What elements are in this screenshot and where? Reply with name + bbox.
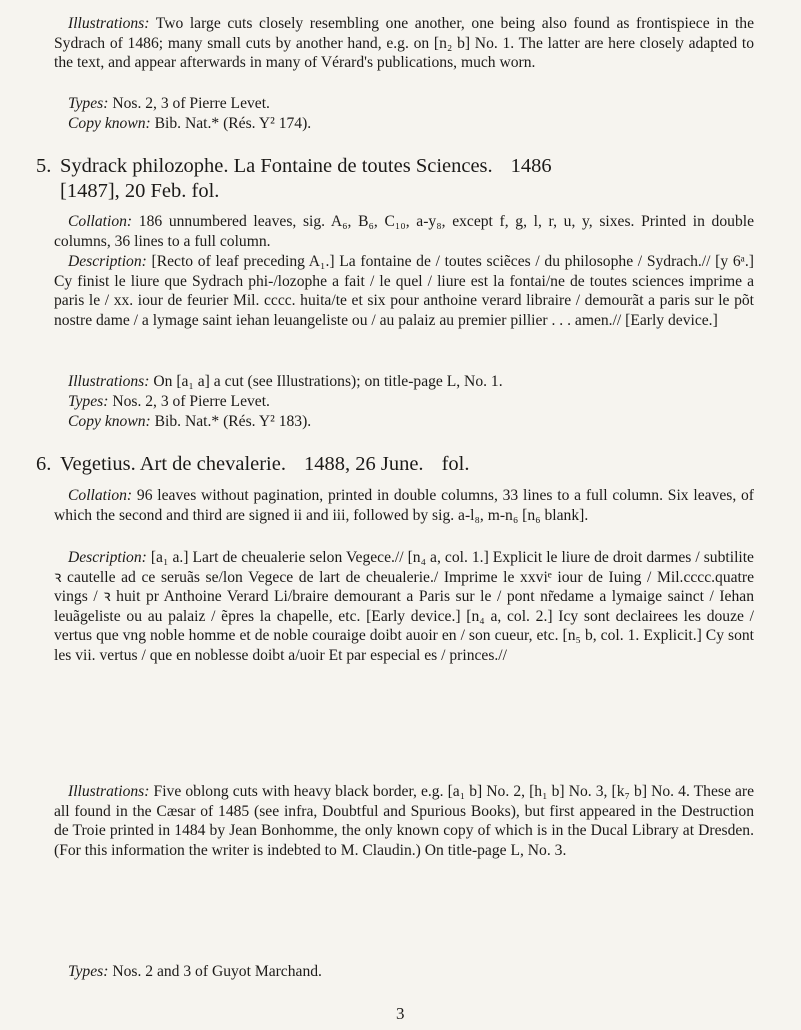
collation-text: 96 leaves without pagination, printed in double columns, 33 lines to a full column. Six leaves, of which the second and third are signed ii and iii, followed by sig. a-l₈, m-n₆ [n₆ blank].	[54, 487, 754, 524]
entry-illustrations	[54, 782, 754, 860]
types-label: Types:	[68, 95, 109, 112]
description-label: Description:	[68, 253, 147, 270]
collation-text: 186 unnumbered leaves, sig. A₆, B₆, C₁₀, a-y₈, except f, g, l, r, u, y, sixes. Printed in double columns, 36 lines to a full column.	[54, 213, 754, 250]
copy-label: Copy known:	[68, 115, 151, 132]
page-number: 3	[396, 1004, 405, 1023]
entry-types	[54, 962, 754, 982]
entry-year: 1488, 26 June.	[303, 453, 424, 475]
entry-description	[54, 548, 754, 666]
entry-title: Vegetius. Art de chevalerie.	[60, 453, 286, 475]
types-text: Nos. 2 and 3 of Guyot Marchand.	[112, 963, 322, 980]
entry-heading	[36, 452, 756, 477]
intro-copy	[54, 114, 754, 134]
intro-types	[54, 94, 754, 114]
entry-heading	[36, 154, 756, 204]
types-label: Types:	[68, 393, 109, 410]
illustrations-label: Illustrations:	[68, 15, 150, 32]
description-text: [a₁ a.] Lart de cheualerie selon Vegece.// [n₄ a, col. 1.] Explicit le liure de droit darmes / subtilite ꝛ cautelle ad ce seruãs se/lon Vegece de lart de cheualerie./ Imprime le xxviᵉ iour de Iuing / Mil.cccc.quatre vings / ꝛ huit pr Anthoine Verard Li/braire demourant a Paris sur le / pont nr̃edame a lymaige sainct / Iehan leuãgeliste ou au palaiz / ẽpres la chapelle, etc. [Early device.] [n₄ a, col. 2.] Icy sont declairees les douze / vertus que vng noble homme et de noble couraige doibt auoir en / son cueur, etc. [n₅ b, col. 1. Explicit.] Cy sont les vii. vertus / que en noblesse doibt a/uoir Et par especial es / princes.//	[54, 549, 754, 664]
entry-collation	[54, 486, 754, 525]
entry-illustrations	[54, 372, 754, 392]
entry-collation	[54, 212, 754, 251]
description-label: Description:	[68, 549, 147, 566]
description-text: [Recto of leaf preceding A₁.] La fontaine de / toutes sciẽces / du philosophe / Sydrach.// [y 6ᵃ.] Cy finist le liure que Sydrach phi-/lozophe a fait / le quel / liure est la fontai/ne de toutes sciences imprime a paris le / xx. iour de feurier Mil. cccc. huita/te et six pour anthoine verard libraire / demourãt a paris sur le põt nostre dame / a lymage saint iehan leuangeliste ou / au palaiz au premier pillier . . . amen.// [Early device.]	[54, 253, 754, 329]
entry-title: Sydrack philozophe. La Fontaine de toutes Sciences.	[60, 155, 493, 177]
entry-number: 6.	[36, 453, 52, 475]
copy-text: Bib. Nat.* (Rés. Y² 183).	[154, 413, 312, 430]
entry-number: 5.	[36, 155, 52, 177]
collation-label: Collation:	[68, 213, 133, 230]
illustrations-text: Five oblong cuts with heavy black border, e.g. [a₁ b] No. 2, [h₁ b] No. 3, [k₇ b] No. 4. These are all found in the Cæsar of 1485 (see infra, Doubtful and Spurious Books), but first appeared in the Destruction de Troie printed in 1484 by Jean Bonhomme, the only known copy of which is in the Ducal Library at Dresden. (For this information the writer is indebted to M. Claudin.) On title-page L, No. 3.	[54, 783, 754, 859]
illustrations-label: Illustrations:	[68, 373, 150, 390]
collation-label: Collation:	[68, 487, 133, 504]
copy-label: Copy known:	[68, 413, 151, 430]
entry-description	[54, 252, 754, 330]
entry-date: fol.	[441, 453, 470, 475]
illustrations-label: Illustrations:	[68, 783, 150, 800]
types-label: Types:	[68, 963, 109, 980]
types-text: Nos. 2, 3 of Pierre Levet.	[112, 95, 270, 112]
copy-text: Bib. Nat.* (Rés. Y² 174).	[154, 115, 312, 132]
illustrations-text: On [a₁ a] a cut (see Illustrations); on title-page L, No. 1.	[153, 373, 503, 390]
illustrations-text: Two large cuts closely resembling one another, one being also found as frontispiece in the Sydrach of 1486; many small cuts by another hand, e.g. on [n₂ b] No. 1. The latter are here closely adapted to the text, and appear afterwards in many of Vérard's publications, much worn.	[54, 15, 754, 72]
intro-illustrations	[54, 14, 754, 73]
entry-copy	[54, 412, 754, 432]
types-text: Nos. 2, 3 of Pierre Levet.	[112, 393, 270, 410]
entry-date: [1487], 20 Feb. fol.	[60, 180, 220, 202]
entry-types	[54, 392, 754, 412]
entry-year: 1486	[510, 155, 552, 177]
